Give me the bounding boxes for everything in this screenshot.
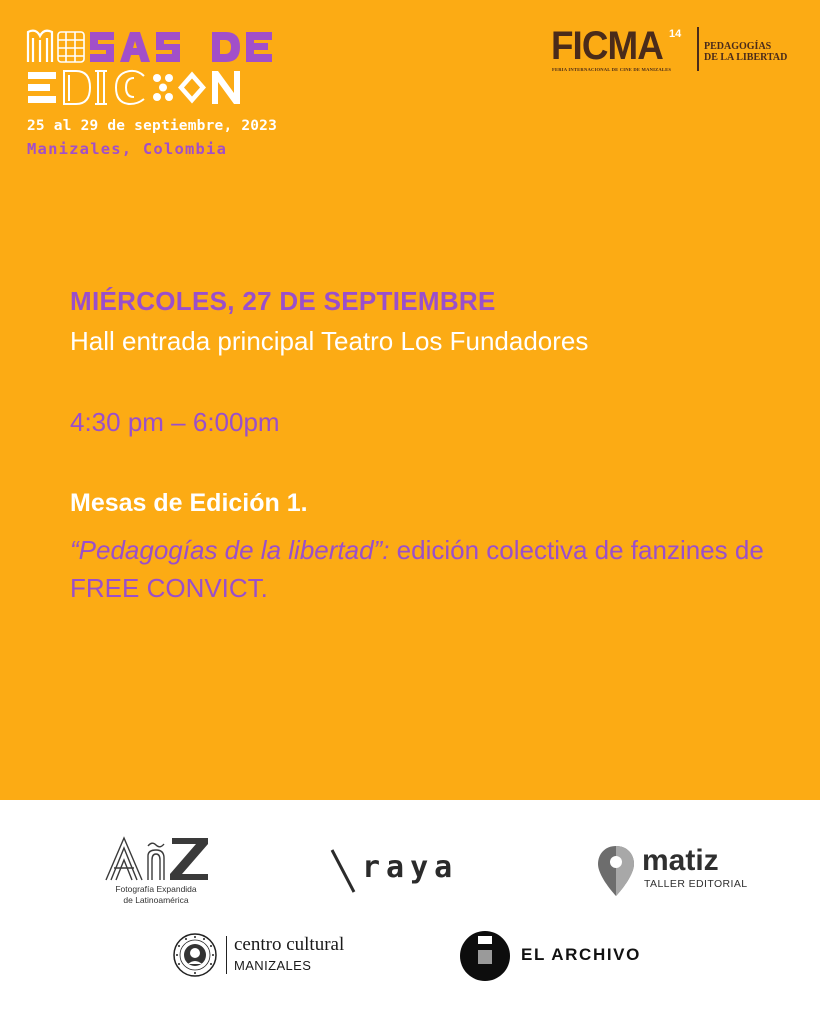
matiz-pin-icon: [596, 844, 636, 898]
banco-republica-seal-icon: [172, 932, 218, 978]
el-archivo-word: EL ARCHIVO: [521, 945, 641, 964]
mesas-de-edicion-logo: [26, 26, 276, 112]
event-venue: Hall entrada principal Teatro Los Fundadores: [70, 326, 589, 356]
ficma-subtitle: FERIA INTERNACIONAL DE CINE DE MANIZALES: [552, 67, 672, 72]
festival-location: Manizales, Colombia: [27, 140, 228, 158]
raya-logo: [326, 846, 496, 896]
ficma-logo: [551, 26, 801, 74]
el-archivo-icon: [459, 930, 511, 982]
centro-line2: MANIZALES: [234, 958, 312, 973]
matiz-logo: [596, 844, 746, 900]
centro-line1: centro cultural: [234, 934, 345, 955]
anz-logo: [96, 834, 216, 908]
event-description-rest: edición colectiva de fanzines de FREE CONVICT.: [70, 535, 764, 603]
festival-dates: 25 al 29 de septiembre, 2023: [27, 118, 278, 134]
matiz-word: matiz: [642, 844, 719, 877]
anz-line1: Fotografía Expandida: [115, 884, 197, 894]
anz-line2: de Latinoamérica: [123, 895, 189, 905]
mesas-de-edicion-logo-art: [26, 26, 276, 112]
el-archivo-logo: [459, 930, 659, 982]
event-title: Mesas de Edición 1.: [70, 489, 308, 517]
ficma-divider: [697, 27, 699, 71]
raya-word: raya: [362, 850, 459, 885]
ficma-name: FICMA: [551, 24, 663, 68]
sponsor-footer: [0, 800, 820, 1024]
ficma-edition: 14: [669, 28, 682, 40]
anz-mark-icon: [102, 834, 212, 882]
event-description-quote: “Pedagogías de la libertad”:: [70, 535, 390, 565]
event-time: 4:30 pm – 6:00pm: [70, 407, 280, 437]
raya-slash-icon: [328, 848, 358, 894]
ficma-theme-line1: PEDAGOGÍAS: [704, 41, 772, 52]
event-day: MIÉRCOLES, 27 DE SEPTIEMBRE: [70, 286, 496, 316]
matiz-subtitle: TALLER EDITORIAL: [644, 878, 748, 890]
event-description: [70, 531, 770, 607]
centro-cultural-logo: [172, 930, 382, 982]
ficma-theme-line2: DE LA LIBERTAD: [704, 52, 788, 63]
centro-divider: [226, 936, 227, 974]
